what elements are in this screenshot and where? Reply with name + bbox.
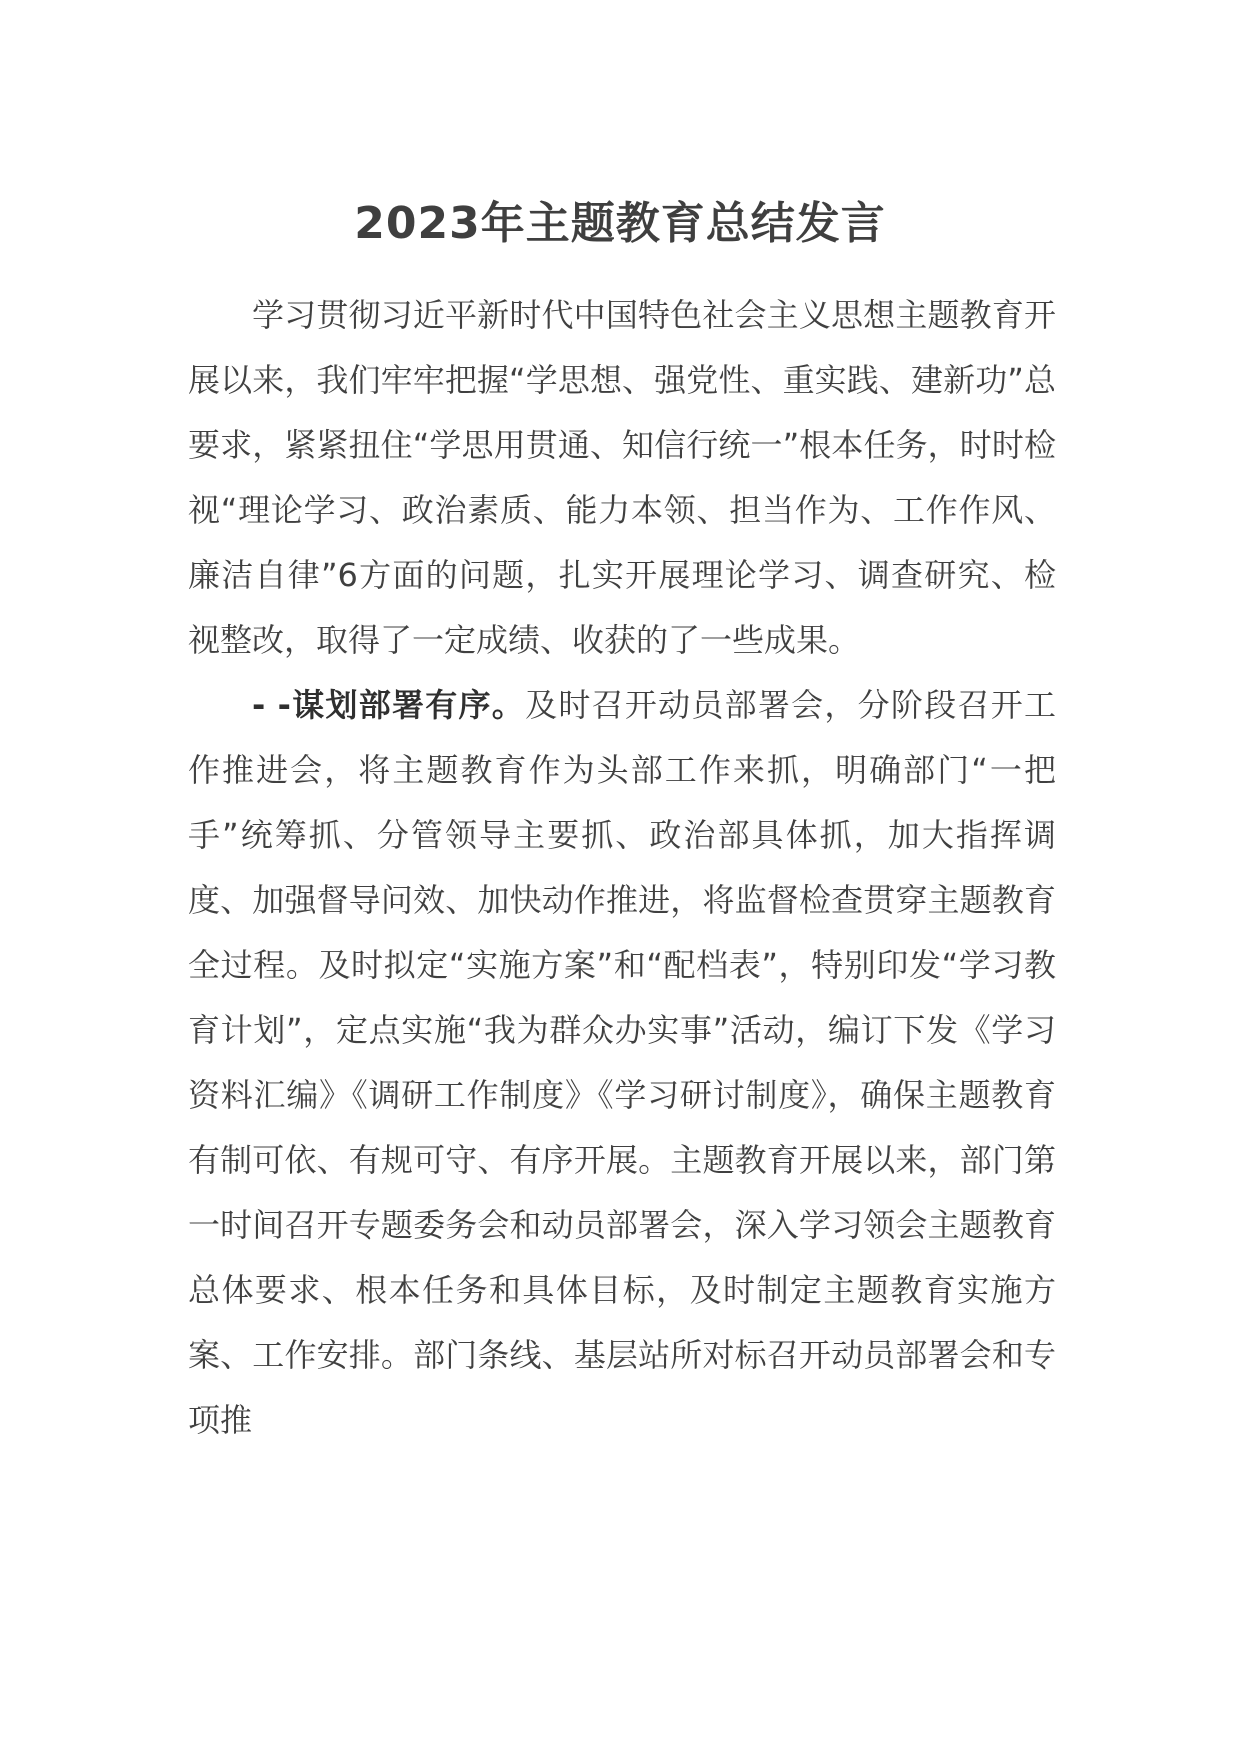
paragraph-text: 学习贯彻习近平新时代中国特色社会主义思想主题教育开展以来，我们牢牢把握“学思想、强党性、重实践、建新功”总要求，紧紧扭住“学思用贯通、知信行统一”根本任务，时时检视“理论学习、政治素质、能力本领、担当作为、工作作风、廉洁自律”6方面的问题，扎实开展理论学习、调查研究、检视整改，取得了一定成绩、收获的了一些成果。	[188, 296, 1056, 659]
document-body	[188, 283, 1056, 1453]
paragraph-intro	[188, 283, 1056, 673]
paragraph-lead-heading: - -谋划部署有序。	[252, 686, 526, 724]
paragraph-planning	[188, 673, 1056, 1453]
document-title: 2023年主题教育总结发言	[354, 198, 886, 249]
paragraph-text: 及时召开动员部署会，分阶段召开工作推进会，将主题教育作为头部工作来抓，明确部门“一把手”统筹抓、分管领导主要抓、政治部具体抓，加大指挥调度、加强督导问效、加快动作推进，将监督检查贯穿主题教育全过程。及时拟定“实施方案”和“配档表”，特别印发“学习教育计划”，定点实施“我为群众办实事”活动，编订下发《学习资料汇编》《调研工作制度》《学习研讨制度》，确保主题教育有制可依、有规可守、有序开展。主题教育开展以来，部门第一时间召开专题委务会和动员部署会，深入学习领会主题教育总体要求、根本任务和具体目标，及时制定主题教育实施方案、工作安排。部门条线、基层站所对标召开动员部署会和专项推	[188, 686, 1056, 1439]
